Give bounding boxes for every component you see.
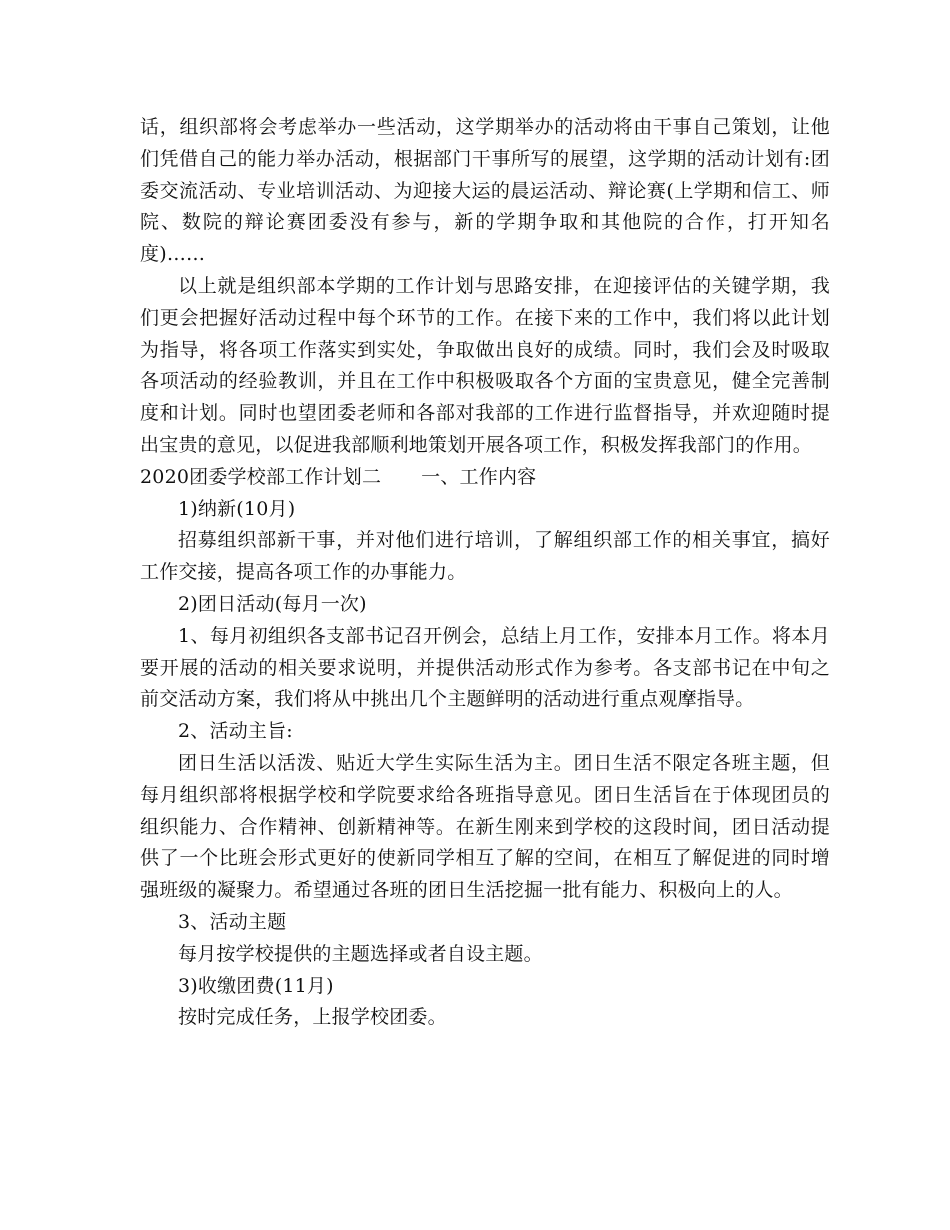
- plan-subtitle: 一、工作内容: [421, 465, 537, 488]
- section-league-day-item-1: 1、每月初组织各支部书记召开例会，总结上月工作，安排本月工作。将本月要开展的活动的相关要求说明，并提供活动形式作为参考。各支部书记在中旬之前交活动方案，我们将从中挑出几个主题鲜明的活动进行重点观摩指导。: [140, 624, 830, 711]
- section-recruit-body: 招募组织部新干事，并对他们进行培训，了解组织部工作的相关事宜，搞好工作交接，提高各项工作的办事能力。: [140, 529, 830, 584]
- section-fees-title: 3)收缴团费(11月): [178, 974, 334, 997]
- section-purpose-body: 团日生活以活泼、贴近大学生实际生活为主。团日生活不限定各班主题，但每月组织部将根据学校和学院要求给各班指导意见。团日生活旨在于体现团员的组织能力、合作精神、创新精神等。在新生刚来到学校的这段时间，团日活动提供了一个比班会形式更好的使新同学相互了解的空间，在相互了解促进的同时增强班级的凝聚力。希望通过各班的团日生活挖掘一批有能力、积极向上的人。: [140, 751, 830, 902]
- section-purpose-title: 2、活动主旨:: [178, 720, 293, 743]
- document-body: [140, 112, 830, 1034]
- section-league-day-title: 2)团日活动(每月一次): [178, 592, 367, 615]
- section-recruit-title: 1)纳新(10月): [178, 497, 296, 520]
- plan-heading: [140, 462, 830, 494]
- section-theme-body: 每月按学校提供的主题选择或者自设主题。: [178, 942, 543, 965]
- section-theme-title: 3、活动主题: [178, 910, 287, 933]
- paragraph-summary: 以上就是组织部本学期的工作计划与思路安排，在迎接评估的关键学期，我们更会把握好活动过程中每个环节的工作。在接下来的工作中，我们将以此计划为指导，将各项工作落实到实处，争取做出良好的成绩。同时，我们会及时吸取各项活动的经验教训，并且在工作中积极吸取各个方面的宝贵意见，健全完善制度和计划。同时也望团委老师和各部对我部的工作进行监督指导，并欢迎随时提出宝贵的意见，以促进我部顺利地策划开展各项工作，积极发挥我部门的作用。: [140, 274, 830, 456]
- plan-title: 2020团委学校部工作计划二: [140, 465, 382, 488]
- paragraph-activities: 话，组织部将会考虑举办一些活动，这学期举办的活动将由干事自己策划，让他们凭借自己的能力举办活动，根据部门干事所写的展望，这学期的活动计划有:团委交流活动、专业培训活动、为迎接大运的晨运活动、辩论赛(上学期和信工、师院、数院的辩论赛团委没有参与，新的学期争取和其他院的合作，打开知名度)……: [140, 116, 830, 266]
- section-fees-body: 按时完成任务，上报学校团委。: [178, 1006, 447, 1029]
